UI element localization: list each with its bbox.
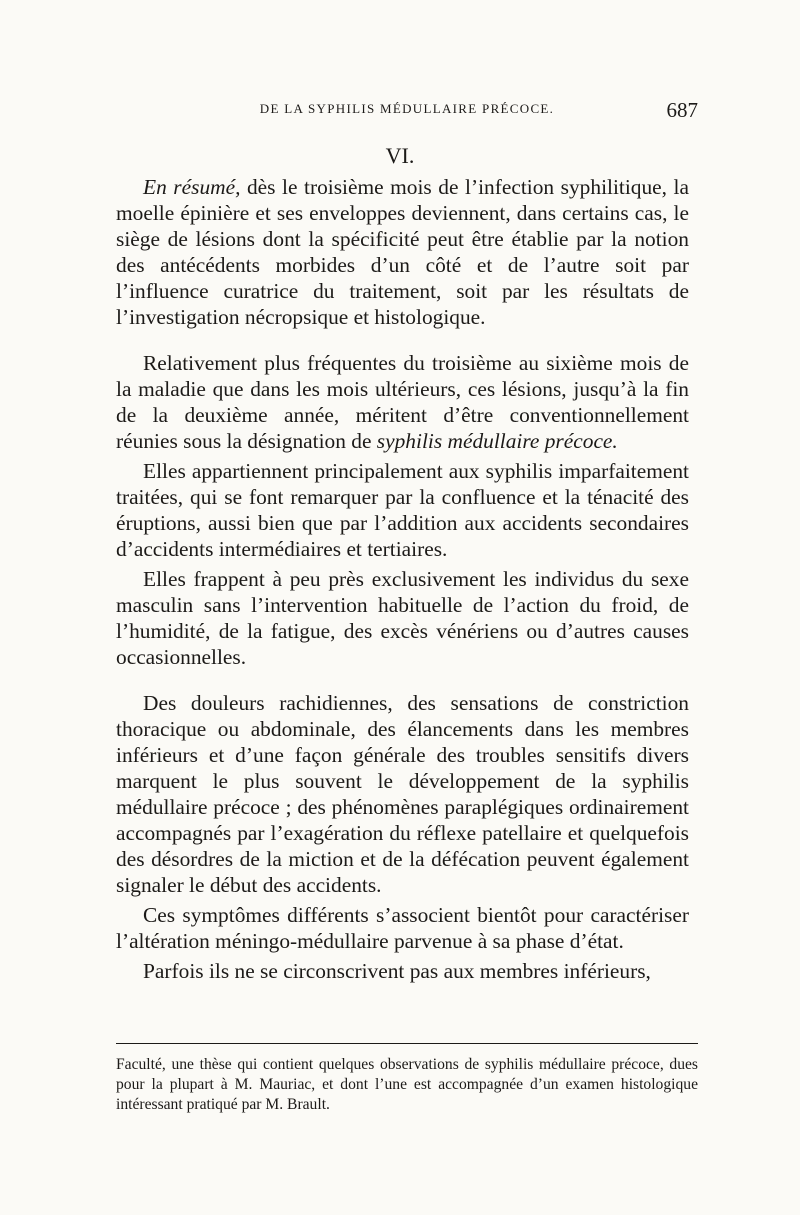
paragraph-text: Parfois ils ne se circonscrivent pas aux membres inférieurs,	[143, 959, 651, 983]
running-title: DE LA SYPHILIS MÉDULLAIRE PRÉCOCE.	[259, 101, 555, 116]
paragraph-text: dès le troisième mois de l’infection syphilitique, la moelle épinière et ses enveloppes deviennent, dans certains cas, le siège de lésions dont la spécificité peut être établie par la notion des antécédents morbides d’un côté et de l’autre soit par l’influence curatrice du traitement, soit par les résultats de l’investigation nécropsique et histologique.	[116, 175, 689, 329]
paragraph-text: Des douleurs rachidiennes, des sensations de constriction thoracique ou abdominale, des élancements dans les membres inférieurs et d’une façon générale des troubles sensitifs divers marquent le plus souvent le développement de la syphilis médullaire précoce ; des phénomènes paraplégiques ordinairement accompagnés par l’exagération du réflexe patellaire et quelquefois des désordres de la miction et de la défécation peuvent également signaler le début des accidents.	[116, 691, 689, 897]
paragraph-state-phase	[116, 902, 689, 954]
section-heading: VI.	[385, 143, 415, 168]
footnote-separator	[116, 1043, 698, 1044]
page-number: 687	[666, 98, 698, 122]
paragraph-symptoms	[116, 690, 689, 898]
paragraph-text: Relativement plus fréquentes du troisième au sixième mois de la maladie que dans les mois ultérieurs, ces lésions, jusqu’à la fin de la deuxième année, méritent d’être conventionnellement réunies sous la désignation de	[116, 351, 689, 453]
body-text	[116, 174, 689, 984]
lead-italic: En résumé,	[143, 175, 241, 199]
footnote: Faculté, une thèse qui contient quelques observations de syphilis médullaire précoce, dues pour la plupart à M. Mauriac, et dont l’une est accompagnée d’un examen histologique intéressant pratiqué par M. Brault.	[116, 1056, 698, 1113]
paragraph-summary	[116, 174, 689, 330]
paragraph-text: Elles frappent à peu près exclusivement les individus du sexe masculin sans l’intervention habituelle de l’action du froid, de l’humidité, de la fatigue, des excès vénériens ou d’autres causes occasionnelles.	[116, 567, 689, 669]
trail-italic: syphilis médullaire précoce.	[376, 429, 618, 453]
paragraph-affected-individuals	[116, 566, 689, 670]
paragraph-text: Elles appartiennent principalement aux syphilis imparfaitement traitées, qui se font remarquer par la confluence et la ténacité des éruptions, aussi bien que par l’addition aux accidents secondaires d’accidents intermédiaires et tertiaires.	[116, 459, 689, 561]
running-header	[116, 98, 698, 124]
paragraph-frequency	[116, 350, 689, 454]
paragraph-continuation	[116, 958, 689, 984]
paragraph-text: Ces symptômes différents s’associent bientôt pour caractériser l’altération méningo-médullaire parvenue à sa phase d’état.	[116, 903, 689, 953]
paragraph-affected-syphilis	[116, 458, 689, 562]
